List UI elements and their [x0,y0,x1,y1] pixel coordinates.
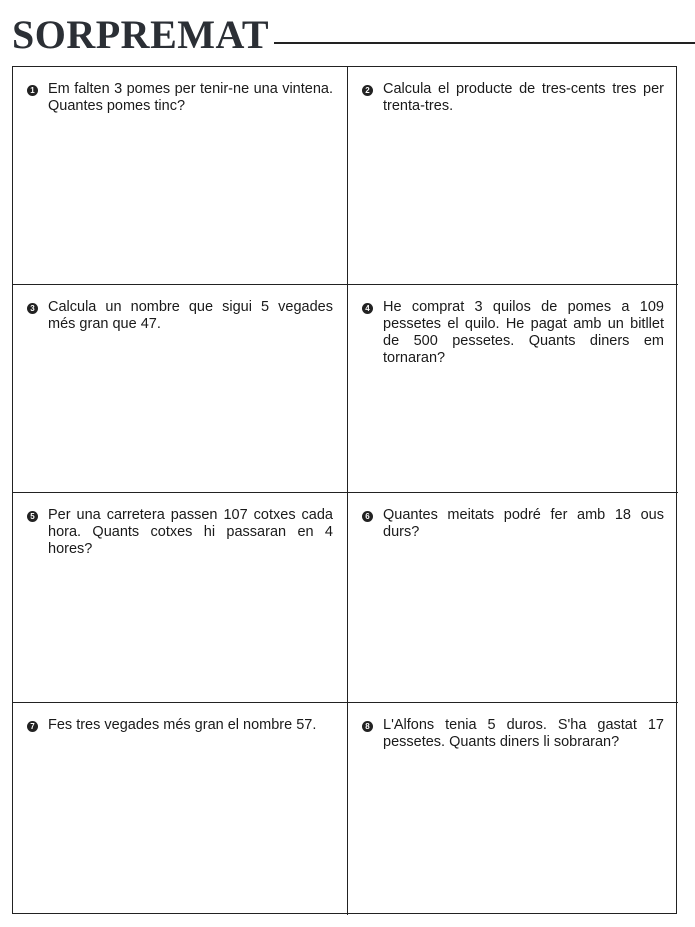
problem-grid [12,66,677,914]
problem-text-3: Calcula un nombre que sigui 5 vegades més gran que 47. [48,299,333,332]
problem-number-1: 1 [27,85,38,96]
problem-cell-4 [348,285,678,493]
problem-text-7: Fes tres vegades més gran el nombre 57. [48,717,317,733]
problem-cell-1 [13,67,348,285]
page-header [12,10,695,60]
problem-cell-3 [13,285,348,493]
problem-text-5: Per una carretera passen 107 cotxes cada hora. Quants cotxes hi passaran en 4 hores? [48,507,333,557]
problem-text-8: L'Alfons tenia 5 duros. S'ha gastat 17 pessetes. Quants diners li sobraran? [383,717,664,750]
problem-number-8: 8 [362,721,373,732]
problem-cell-7 [13,703,348,915]
problem-text-4: He comprat 3 quilos de pomes a 109 pessetes el quilo. He pagat amb un bitllet de 500 pessetes. Quants diners em tornaran? [383,299,664,366]
problem-text-1: Em falten 3 pomes per tenir-ne una vintena. Quantes pomes tinc? [48,81,333,114]
problem-number-5: 5 [27,511,38,522]
problem-number-6: 6 [362,511,373,522]
problem-number-3: 3 [27,303,38,314]
problem-text-6: Quantes meitats podré fer amb 18 ous durs? [383,507,664,540]
problem-number-2: 2 [362,85,373,96]
problem-text-2: Calcula el producte de tres-cents tres per trenta-tres. [383,81,664,114]
problem-cell-8 [348,703,678,915]
page-title: SORPREMAT [12,12,270,57]
problem-cell-6 [348,493,678,703]
problem-cell-2 [348,67,678,285]
problem-number-4: 4 [362,303,373,314]
problem-cell-5 [13,493,348,703]
problem-number-7: 7 [27,721,38,732]
name-line [274,42,695,44]
